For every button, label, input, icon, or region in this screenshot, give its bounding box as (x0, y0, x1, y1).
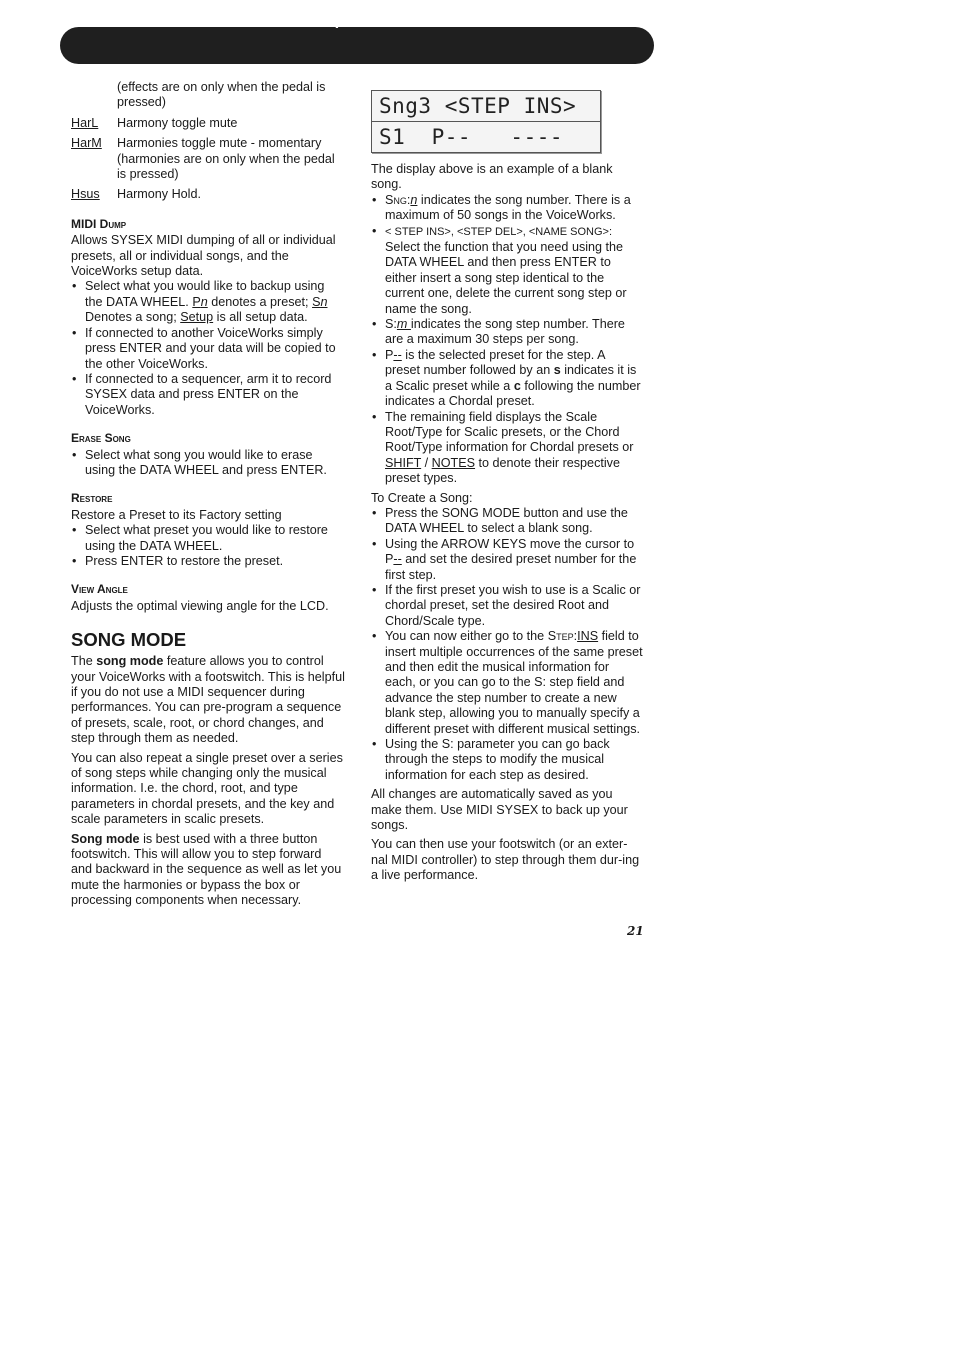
create-song-list (371, 506, 643, 783)
view-angle-heading: View Angle (71, 582, 128, 597)
definition-term-empty (71, 80, 117, 111)
list-item: • < STEP INS>, <STEP DEL>, <NAME SONG>: Select the function that you need using the DATA WHEEL and then press ENTER to either insert a song step identical to the current one, delete the current song step or name the song. (371, 224, 643, 317)
midi-dump-heading: MIDI Dump (71, 216, 127, 231)
list-item: • The remaining field displays the Scale Root/Type for Scalic presets, or the Chord Root/Type information for Chordal presets or SHIFT / NOTES to denote their respective preset types. (371, 410, 643, 487)
lcd-caption: The display above is an example of a blank song. (371, 162, 613, 192)
list-item: • S:m indicates the song step number. There are a maximum 30 steps per song. (371, 317, 643, 348)
display-fields-list (371, 193, 643, 487)
create-song-heading: To Create a Song: (371, 490, 473, 505)
restore-list (71, 523, 345, 569)
list-item: • Press ENTER to restore the preset. (71, 554, 345, 569)
left-column (71, 80, 345, 909)
midi-dump-intro: Allows SYSEX MIDI dumping of all or individual presets, all or individual songs, and the VoiceWorks setup data. (71, 233, 336, 279)
definition-desc: (effects are on only when the pedal is pressed) (117, 80, 326, 110)
list-item: • Using the ARROW KEYS move the cursor to P-- and set the desired preset number for the first step. (371, 537, 643, 583)
definition-desc: Harmony Hold. (117, 187, 201, 202)
erase-song-list (71, 448, 345, 479)
footswitch-paragraph: You can then use your footswitch (or an exter-nal MIDI controller) to step through them dur-ing a live performance. (371, 837, 640, 883)
definition-desc: Harmony toggle mute (117, 115, 238, 130)
definition-row-continuation (71, 80, 345, 111)
definition-row-hsus (71, 187, 345, 202)
list-item: • If connected to a sequencer, arm it to record SYSEX data and press ENTER on the VoiceWorks. (71, 372, 345, 418)
page-title: SETUP PARAMETERS / SONG MODE (84, 7, 499, 31)
right-column (371, 80, 643, 884)
lcd-display (371, 90, 601, 153)
view-angle-text: Adjusts the optimal viewing angle for the LCD. (71, 598, 329, 613)
midi-dump-list (71, 279, 345, 418)
lcd-line-1: Sng3 <STEP INS> (379, 94, 577, 118)
song-mode-paragraph: You can also repeat a single preset over a series of song steps while changing only the musical information. I.e. the chord, root, and type parameters in chordal presets, and the key and scale parameters in scalic presets. (71, 750, 343, 827)
list-item: • If the first preset you wish to use is a Scalic or chordal preset, set the desired Root and Chord/Scale type. (371, 583, 643, 629)
song-mode-paragraph: Song mode is best used with a three button footswitch. This will allow you to step forward and backward in the sequence as well as let you mute the harmonies or bypass the box or processing components when necessary. (71, 831, 342, 908)
definition-row-harm (71, 136, 345, 182)
definition-desc: Harmonies toggle mute - momentary (harmonies are on only when the pedal is pressed) (117, 136, 335, 182)
list-item: • Sng:n indicates the song number. There is a maximum of 50 songs in the VoiceWorks. (371, 193, 643, 224)
list-item: • You can now either go to the Step:INS field to insert multiple occurrences of the same preset and then edit the musical information for each, or you can go to the S: step field and advance the step number to create a new blank step, allowing you to manually specify a different preset with different musical settings. (371, 629, 643, 737)
list-item: • Select what song you would like to erase using the DATA WHEEL and press ENTER. (71, 448, 345, 479)
definition-term: HarM (71, 136, 102, 151)
restore-intro: Restore a Preset to its Factory setting (71, 507, 282, 522)
erase-song-heading: Erase Song (71, 431, 131, 446)
list-item: • Select what preset you would like to restore using the DATA WHEEL. (71, 523, 345, 554)
saved-paragraph: All changes are automatically saved as you make them. Use MIDI SYSEX to back up your songs. (371, 787, 628, 833)
song-mode-paragraph: The song mode feature allows you to control your VoiceWorks with a footswitch. This is helpful if you do not use a MIDI sequencer during performances. You can pre-program a sequence of presets, scale, root, or chord changes, and step through them as needed. (71, 654, 345, 746)
list-item: • Press the SONG MODE button and use the DATA WHEEL to select a blank song. (371, 506, 643, 537)
lcd-line-2: S1 P-- ---- (379, 125, 564, 149)
restore-heading: Restore (71, 491, 113, 506)
definition-row-harl (71, 116, 345, 131)
list-item: • P-- is the selected preset for the step. A preset number followed by an s indicates it is a Scalic preset while a c following the number indicates a Chordal preset. (371, 348, 643, 410)
list-item: • Select what you would like to backup using the DATA WHEEL. Pn denotes a preset; Sn Denotes a song; Setup is all setup data. (71, 279, 345, 325)
page-number: 21 (627, 924, 644, 938)
song-mode-heading: SONG MODE (71, 629, 187, 651)
header-banner (60, 27, 654, 64)
definition-term: HarL (71, 115, 99, 130)
list-item: • If connected to another VoiceWorks simply press ENTER and your data will be copied to the other VoiceWorks. (71, 326, 345, 372)
list-item: • Using the S: parameter you can go back through the steps to modify the musical information for each step as desired. (371, 737, 643, 783)
definition-term: Hsus (71, 187, 100, 202)
